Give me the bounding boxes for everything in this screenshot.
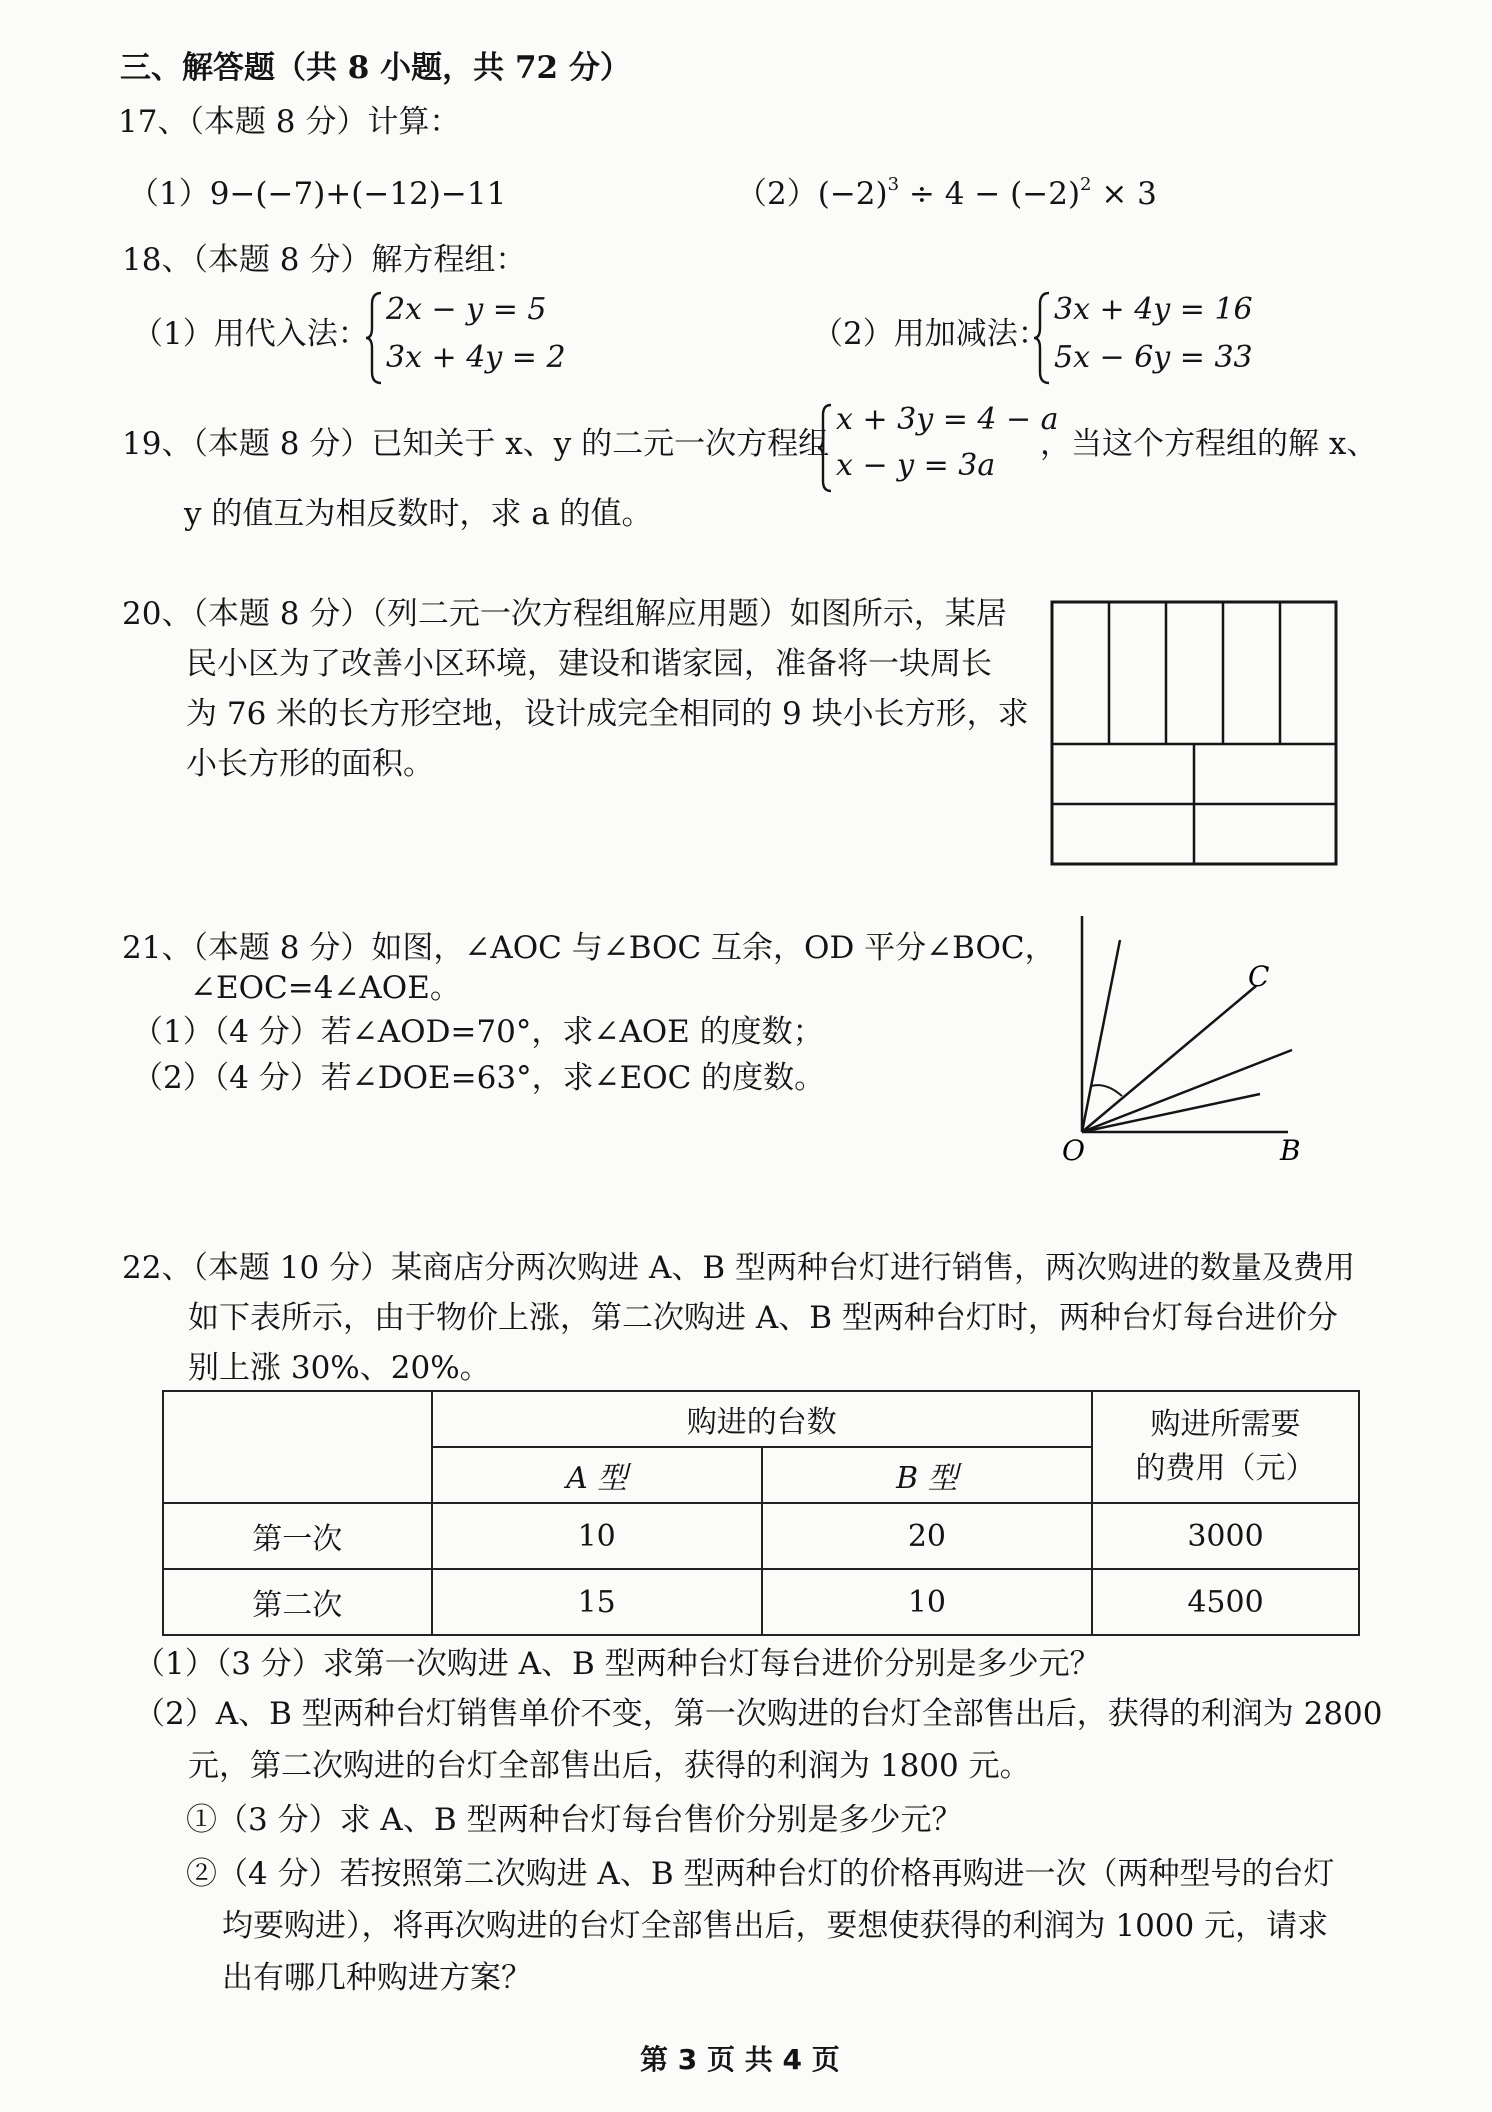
q19-eq2: x − y = 3a bbox=[836, 448, 996, 483]
angle-figure bbox=[1060, 910, 1350, 1170]
brace-icon bbox=[816, 402, 834, 494]
q22-line1: 22、（本题 10 分）某商店分两次购进 A、B 型两种台灯进行销售，两次购进的数量及费用 bbox=[122, 1250, 1355, 1286]
page-footer: 第 3 页 共 4 页 bbox=[640, 2043, 840, 2076]
q17-part2-mid: ÷ 4 − (−2) bbox=[899, 176, 1081, 212]
q22-sub2-line1: ②（4 分）若按照第二次购进 A、B 型两种台灯的价格再购进一次（两种型号的台灯 bbox=[186, 1856, 1335, 1892]
q18-title: 18、（本题 8 分）解方程组： bbox=[122, 242, 527, 278]
q19-line1-after: ，当这个方程组的解 x、 bbox=[1040, 426, 1378, 462]
q22-part2-line2: 元，第二次购进的台灯全部售出后，获得的利润为 1800 元。 bbox=[188, 1748, 1031, 1784]
q21-line1: 21、（本题 8 分）如图，∠AOC 与∠BOC 互余，OD 平分∠BOC， bbox=[122, 930, 1056, 966]
fig-label-b: B bbox=[1280, 1134, 1301, 1167]
table-cell-b: 10 bbox=[762, 1569, 1092, 1635]
q19-line2: y 的值互为相反数时，求 a 的值。 bbox=[184, 496, 653, 532]
q20-line2: 民小区为了改善小区环境，建设和谐家园，准备将一块周长 bbox=[186, 646, 992, 682]
q18-p1-eq2: 3x + 4y = 2 bbox=[386, 340, 566, 375]
table-corner bbox=[163, 1391, 432, 1503]
rectangle-grid-figure bbox=[1050, 600, 1340, 870]
q20-line4: 小长方形的面积。 bbox=[186, 746, 434, 782]
q22-part2-line1: （2）A、B 型两种台灯销售单价不变，第一次购进的台灯全部售出后，获得的利润为 2800 bbox=[134, 1696, 1383, 1732]
q18-part1-system bbox=[364, 290, 584, 386]
table-row-label: 第一次 bbox=[163, 1503, 432, 1569]
table-row bbox=[163, 1503, 1359, 1569]
q18-p2-eq2: 5x − 6y = 33 bbox=[1054, 340, 1253, 375]
fig-label-o: O bbox=[1062, 1134, 1085, 1167]
purchase-table bbox=[162, 1390, 1360, 1636]
section-header: 三、解答题（共 8 小题，共 72 分） bbox=[120, 50, 631, 86]
table-row bbox=[163, 1569, 1359, 1635]
q18-p1-eq1: 2x − y = 5 bbox=[386, 292, 547, 327]
q17-exp2: 2 bbox=[1080, 174, 1092, 195]
table-cell-a: 10 bbox=[432, 1503, 762, 1569]
q17-part2 bbox=[736, 174, 1157, 214]
q22-line3: 别上涨 30%、20%。 bbox=[188, 1350, 491, 1386]
q17-exp1: 3 bbox=[887, 174, 900, 195]
table-cell-cost: 4500 bbox=[1092, 1569, 1359, 1635]
q22-sub2-line3: 出有哪几种购进方案？ bbox=[222, 1960, 532, 1996]
q18-p2-eq1: 3x + 4y = 16 bbox=[1054, 292, 1253, 327]
q22-line2: 如下表所示，由于物价上涨，第二次购进 A、B 型两种台灯时，两种台灯每台进价分 bbox=[188, 1300, 1338, 1336]
table-cell-a: 15 bbox=[432, 1569, 762, 1635]
table-header-quantity: 购进的台数 bbox=[432, 1391, 1092, 1447]
q21-line2: ∠EOC=4∠AOE。 bbox=[190, 970, 461, 1006]
brace-icon bbox=[1032, 290, 1052, 386]
q19-eq1: x + 3y = 4 − a bbox=[836, 402, 1059, 437]
table-header-cost-line2: 的费用（元） bbox=[1135, 1451, 1316, 1486]
table-header-a: A 型 bbox=[432, 1447, 762, 1503]
q20-line1: 20、（本题 8 分）（列二元一次方程组解应用题）如图所示，某居 bbox=[122, 596, 1007, 632]
q21-part1: （1）（4 分）若∠AOD=70°，求∠AOE 的度数； bbox=[132, 1014, 824, 1050]
table-header-cost bbox=[1092, 1391, 1359, 1503]
table-cell-cost: 3000 bbox=[1092, 1503, 1359, 1569]
q18-part2-system bbox=[1032, 290, 1272, 386]
q18-part1-label: （1）用代入法： bbox=[132, 316, 369, 352]
brace-icon bbox=[364, 290, 384, 386]
table-header-b: B 型 bbox=[762, 1447, 1092, 1503]
q19-system bbox=[816, 402, 1059, 494]
table-header-cost-line1: 购进所需要 bbox=[1150, 1407, 1301, 1442]
q17-title: 17、（本题 8 分）计算： bbox=[118, 104, 461, 140]
table-row-label: 第二次 bbox=[163, 1569, 432, 1635]
q19-line1-before: 19、（本题 8 分）已知关于 x、y 的二元一次方程组 bbox=[122, 426, 830, 462]
fig-label-c: C bbox=[1248, 960, 1270, 993]
q18-part2-label: （2）用加减法： bbox=[812, 316, 1049, 352]
q22-sub2-line2: 均要购进），将再次购进的台灯全部售出后，要想使获得的利润为 1000 元，请求 bbox=[222, 1908, 1329, 1944]
table-cell-b: 20 bbox=[762, 1503, 1092, 1569]
q22-sub1: ①（3 分）求 A、B 型两种台灯每台售价分别是多少元？ bbox=[186, 1802, 963, 1838]
q21-part2: （2）（4 分）若∠DOE=63°，求∠EOC 的度数。 bbox=[132, 1060, 826, 1096]
q22-part1: （1）（3 分）求第一次购进 A、B 型两种台灯每台进价分别是多少元？ bbox=[134, 1646, 1101, 1682]
q17-part1: （1）9−(−7)+(−12)−11 bbox=[128, 176, 507, 212]
q17-part2-suffix: × 3 bbox=[1091, 176, 1157, 212]
q20-line3: 为 76 米的长方形空地，设计成完全相同的 9 块小长方形，求 bbox=[186, 696, 1029, 732]
q17-part2-prefix: （2）(−2) bbox=[736, 176, 888, 212]
